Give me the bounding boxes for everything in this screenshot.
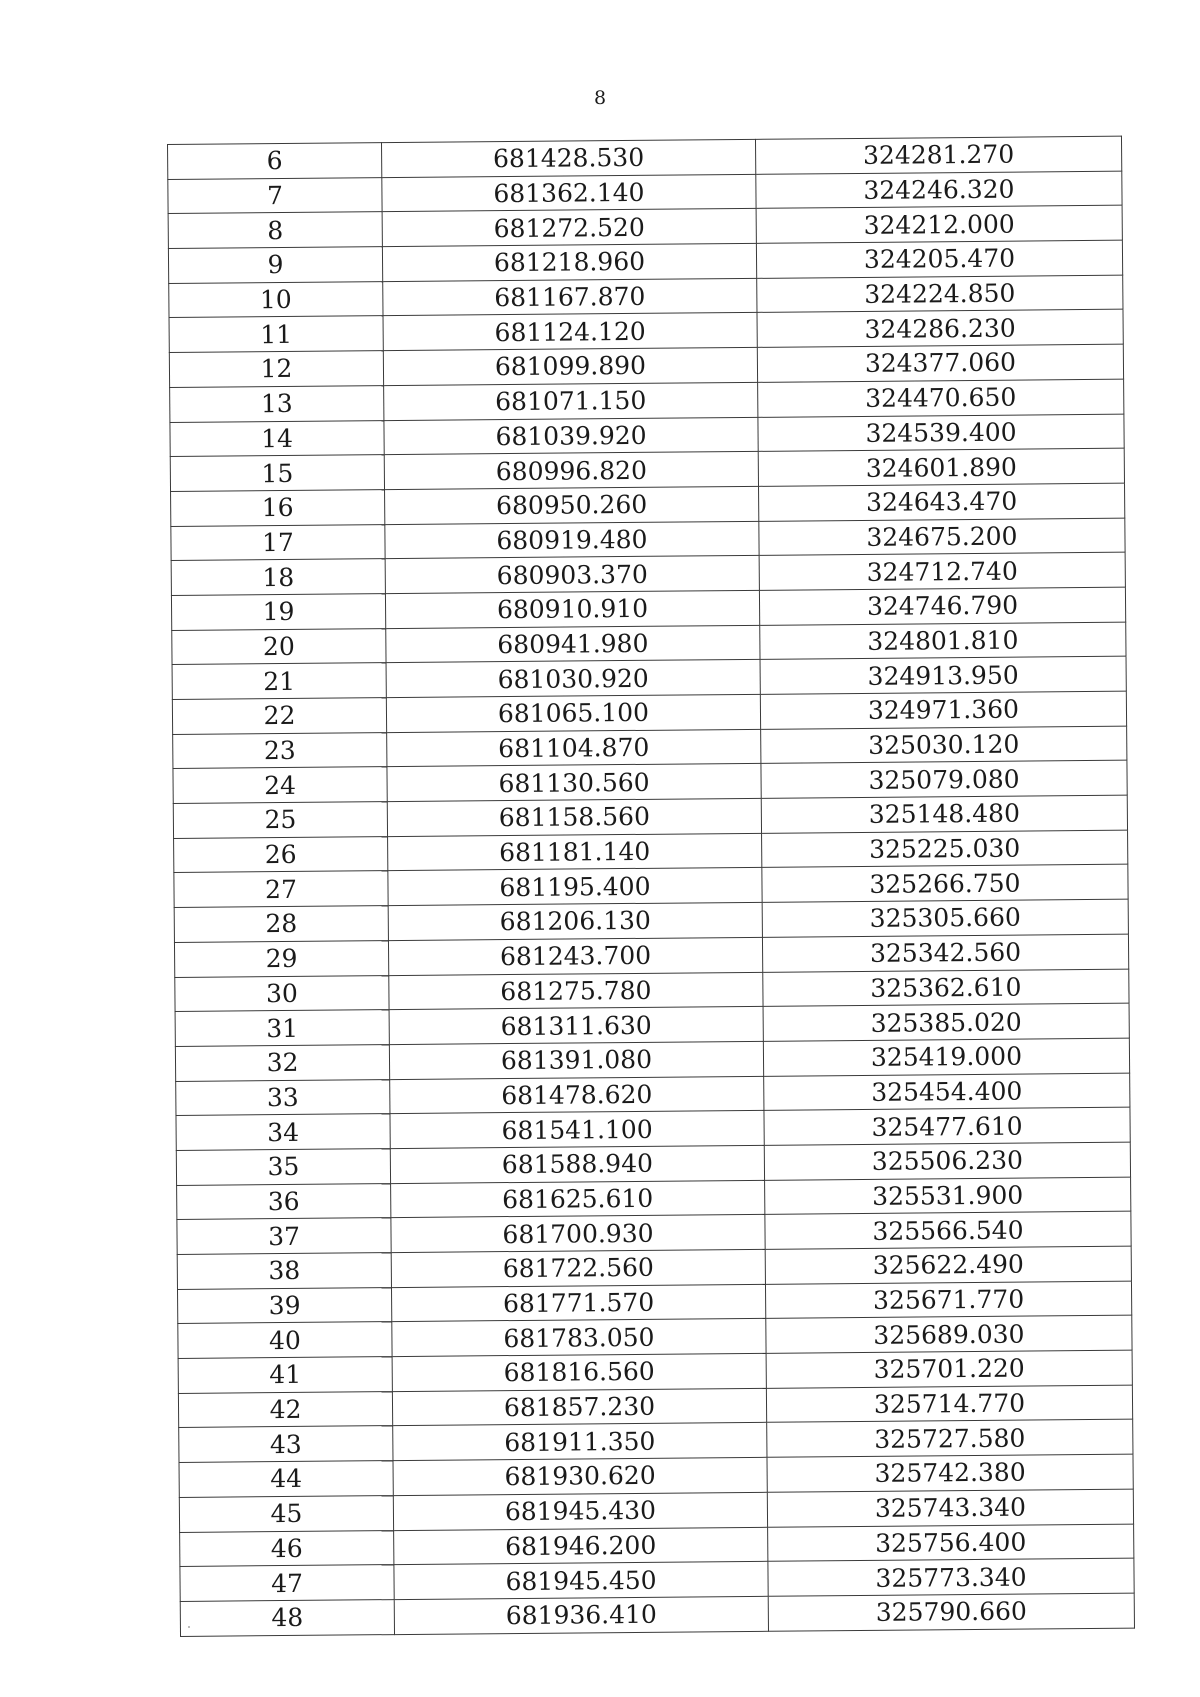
y-coordinate-cell: 325701.220 <box>766 1350 1132 1388</box>
y-coordinate-cell: 324643.470 <box>759 483 1125 521</box>
x-coordinate-cell: 681158.560 <box>387 798 761 836</box>
point-number-cell: 25 <box>173 802 387 839</box>
y-coordinate-cell: 325385.020 <box>763 1003 1129 1041</box>
x-coordinate-cell: 681391.080 <box>389 1041 763 1079</box>
x-coordinate-cell: 681243.700 <box>388 937 762 975</box>
y-coordinate-cell: 324470.650 <box>758 379 1124 417</box>
x-coordinate-cell: 681167.870 <box>383 278 757 316</box>
point-number-cell: 36 <box>177 1183 391 1220</box>
y-coordinate-cell: 324205.470 <box>756 240 1122 278</box>
x-coordinate-cell: 681030.920 <box>386 660 760 698</box>
point-number-cell: 32 <box>175 1044 389 1081</box>
point-number-cell: 17 <box>171 524 385 561</box>
y-coordinate-cell: 325362.610 <box>763 969 1129 1007</box>
point-number-cell: 23 <box>173 732 387 769</box>
x-coordinate-cell: 681936.410 <box>394 1596 768 1634</box>
x-coordinate-cell: 681911.350 <box>393 1423 767 1461</box>
x-coordinate-cell: 681945.450 <box>394 1561 768 1599</box>
y-coordinate-cell: 325671.770 <box>765 1281 1131 1319</box>
x-coordinate-cell: 681311.630 <box>389 1007 763 1045</box>
x-coordinate-cell: 681272.520 <box>382 209 756 247</box>
y-coordinate-cell: 325689.030 <box>766 1316 1132 1354</box>
point-number-cell: 31 <box>175 1010 389 1047</box>
x-coordinate-cell: 681362.140 <box>382 174 756 212</box>
point-number-cell: 44 <box>179 1461 393 1498</box>
y-coordinate-cell: 324675.200 <box>759 518 1125 556</box>
point-number-cell: 20 <box>172 628 386 665</box>
y-coordinate-cell: 324377.060 <box>757 344 1123 382</box>
x-coordinate-cell: 681588.940 <box>390 1145 764 1183</box>
point-number-cell: 9 <box>168 247 382 284</box>
point-number-cell: 34 <box>176 1114 390 1151</box>
point-number-cell: 33 <box>176 1079 390 1116</box>
point-number-cell: 19 <box>171 594 385 631</box>
x-coordinate-cell: 681130.560 <box>387 764 761 802</box>
y-coordinate-cell: 324246.320 <box>756 171 1122 209</box>
y-coordinate-cell: 324913.950 <box>760 656 1126 694</box>
coordinate-table-body <box>168 136 1135 1636</box>
point-number-cell: 22 <box>172 698 386 735</box>
x-coordinate-cell: 681428.530 <box>381 139 755 177</box>
point-number-cell: 41 <box>178 1357 392 1394</box>
y-coordinate-cell: 325419.000 <box>763 1038 1129 1076</box>
x-coordinate-cell: 681065.100 <box>386 694 760 732</box>
table-row <box>180 1593 1134 1636</box>
x-coordinate-cell: 681857.230 <box>392 1388 766 1426</box>
point-number-cell: 8 <box>168 212 382 249</box>
x-coordinate-cell: 680996.820 <box>384 452 758 490</box>
point-number-cell: 29 <box>174 940 388 977</box>
point-number-cell: 6 <box>168 143 382 180</box>
y-coordinate-cell: 324712.740 <box>759 552 1125 590</box>
x-coordinate-cell: 681783.050 <box>392 1319 766 1357</box>
y-coordinate-cell: 325714.770 <box>766 1385 1132 1423</box>
point-number-cell: 18 <box>171 559 385 596</box>
y-coordinate-cell: 325622.490 <box>765 1246 1131 1284</box>
x-coordinate-cell: 681722.560 <box>391 1249 765 1287</box>
point-number-cell: 14 <box>170 420 384 457</box>
x-coordinate-cell: 680910.910 <box>385 590 759 628</box>
x-coordinate-cell: 681541.100 <box>390 1111 764 1149</box>
point-number-cell: 12 <box>169 351 383 388</box>
x-coordinate-cell: 681945.430 <box>393 1492 767 1530</box>
y-coordinate-cell: 325305.660 <box>762 899 1128 937</box>
point-number-cell: 21 <box>172 663 386 700</box>
x-coordinate-cell: 681930.620 <box>393 1457 767 1495</box>
y-coordinate-cell: 324212.000 <box>756 206 1122 244</box>
y-coordinate-cell: 325148.480 <box>761 795 1127 833</box>
point-number-cell: 45 <box>179 1495 393 1532</box>
y-coordinate-cell: 325531.900 <box>765 1177 1131 1215</box>
x-coordinate-cell: 681625.610 <box>391 1180 765 1218</box>
y-coordinate-cell: 325225.030 <box>762 830 1128 868</box>
point-number-cell: 24 <box>173 767 387 804</box>
y-coordinate-cell: 325454.400 <box>764 1073 1130 1111</box>
x-coordinate-cell: 681700.930 <box>391 1215 765 1253</box>
y-coordinate-cell: 325506.230 <box>764 1142 1130 1180</box>
y-coordinate-cell: 325079.080 <box>761 761 1127 799</box>
scan-speck <box>188 1626 190 1628</box>
point-number-cell: 39 <box>177 1287 391 1324</box>
y-coordinate-cell: 325727.580 <box>767 1420 1133 1458</box>
x-coordinate-cell: 681181.140 <box>388 833 762 871</box>
x-coordinate-cell: 681039.920 <box>384 417 758 455</box>
x-coordinate-cell: 681946.200 <box>394 1527 768 1565</box>
y-coordinate-cell: 324286.230 <box>757 310 1123 348</box>
y-coordinate-cell: 325566.540 <box>765 1211 1131 1249</box>
point-number-cell: 16 <box>171 489 385 526</box>
x-coordinate-cell: 680941.980 <box>386 625 760 663</box>
x-coordinate-cell: 681124.120 <box>383 313 757 351</box>
x-coordinate-cell: 681275.780 <box>389 972 763 1010</box>
y-coordinate-cell: 325790.660 <box>768 1593 1134 1631</box>
y-coordinate-cell: 324281.270 <box>755 136 1121 174</box>
point-number-cell: 28 <box>174 906 388 943</box>
point-number-cell: 37 <box>177 1218 391 1255</box>
y-coordinate-cell: 324801.810 <box>760 622 1126 660</box>
x-coordinate-cell: 681478.620 <box>390 1076 764 1114</box>
point-number-cell: 26 <box>174 836 388 873</box>
y-coordinate-cell: 325477.610 <box>764 1107 1130 1145</box>
point-number-cell: 7 <box>168 177 382 214</box>
point-number-cell: 11 <box>169 316 383 353</box>
page-number: 8 <box>593 87 607 109</box>
y-coordinate-cell: 325030.120 <box>761 726 1127 764</box>
y-coordinate-cell: 324539.400 <box>758 414 1124 452</box>
y-coordinate-cell: 325773.340 <box>768 1558 1134 1596</box>
point-number-cell: 48 <box>180 1599 394 1636</box>
y-coordinate-cell: 324971.360 <box>760 691 1126 729</box>
x-coordinate-cell: 680903.370 <box>385 556 759 594</box>
x-coordinate-cell: 681104.870 <box>387 729 761 767</box>
x-coordinate-cell: 681816.560 <box>392 1353 766 1391</box>
point-number-cell: 40 <box>178 1322 392 1359</box>
y-coordinate-cell: 325756.400 <box>768 1524 1134 1562</box>
point-number-cell: 38 <box>177 1253 391 1290</box>
y-coordinate-cell: 324601.890 <box>758 448 1124 486</box>
y-coordinate-cell: 325742.380 <box>767 1454 1133 1492</box>
point-number-cell: 30 <box>175 975 389 1012</box>
y-coordinate-cell: 325266.750 <box>762 865 1128 903</box>
point-number-cell: 15 <box>170 455 384 492</box>
y-coordinate-cell: 325743.340 <box>767 1489 1133 1527</box>
coordinate-table <box>167 136 1135 1637</box>
point-number-cell: 42 <box>178 1391 392 1428</box>
point-number-cell: 10 <box>169 281 383 318</box>
x-coordinate-cell: 681195.400 <box>388 868 762 906</box>
x-coordinate-cell: 681771.570 <box>391 1284 765 1322</box>
x-coordinate-cell: 681071.150 <box>384 382 758 420</box>
y-coordinate-cell: 325342.560 <box>762 934 1128 972</box>
point-number-cell: 13 <box>170 385 384 422</box>
x-coordinate-cell: 681099.890 <box>383 347 757 385</box>
point-number-cell: 27 <box>174 871 388 908</box>
point-number-cell: 43 <box>179 1426 393 1463</box>
x-coordinate-cell: 681218.960 <box>382 243 756 281</box>
x-coordinate-cell: 681206.130 <box>388 902 762 940</box>
point-number-cell: 46 <box>180 1530 394 1567</box>
y-coordinate-cell: 324746.790 <box>759 587 1125 625</box>
y-coordinate-cell: 324224.850 <box>757 275 1123 313</box>
x-coordinate-cell: 680919.480 <box>385 521 759 559</box>
x-coordinate-cell: 680950.260 <box>385 486 759 524</box>
point-number-cell: 47 <box>180 1565 394 1602</box>
point-number-cell: 35 <box>176 1149 390 1186</box>
